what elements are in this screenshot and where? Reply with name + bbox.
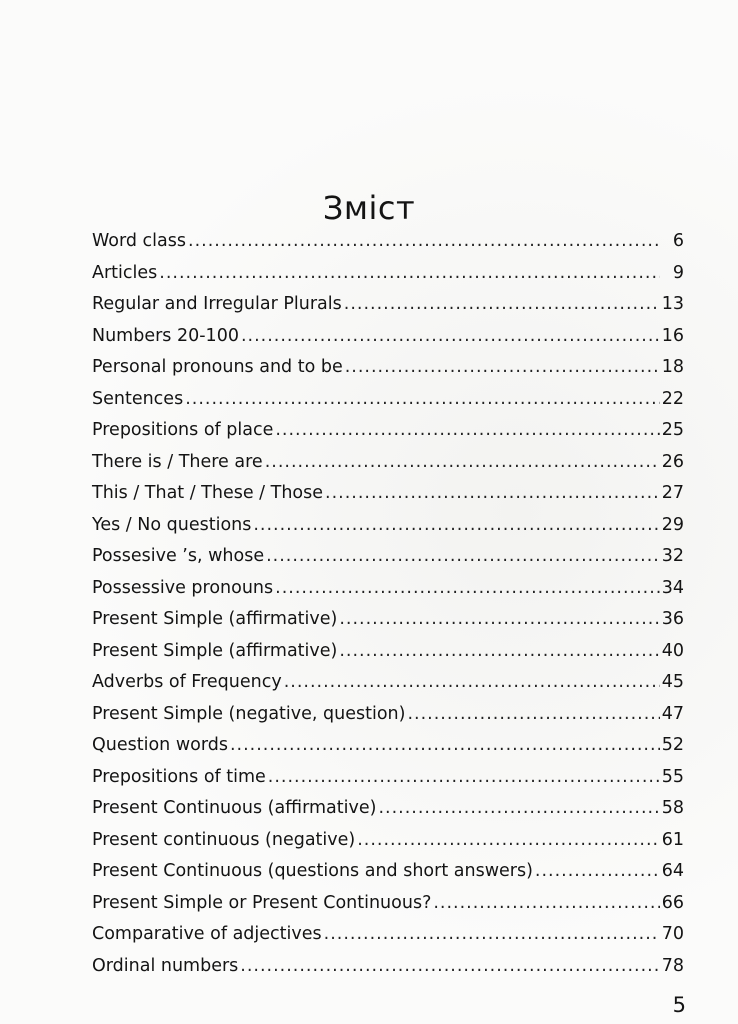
toc-entry-page: 47 <box>661 703 684 724</box>
toc-entry-label: Prepositions of place <box>92 420 274 440</box>
dot-leader <box>188 226 660 258</box>
toc-entry-page: 26 <box>661 451 684 472</box>
dot-leader <box>535 856 660 888</box>
toc-entry-label: Yes / No questions <box>92 514 252 535</box>
toc-entry <box>92 951 684 983</box>
dot-leader <box>339 636 659 668</box>
toc-entry-page: 13 <box>661 294 684 314</box>
toc-entry-page: 27 <box>661 483 684 503</box>
toc-entry <box>92 667 684 699</box>
dot-leader <box>324 919 660 951</box>
toc-entry-label: Word class <box>92 231 186 251</box>
toc-entry-page: 34 <box>661 577 684 598</box>
toc-entry-page: 6 <box>672 231 684 251</box>
toc-entry <box>92 919 684 951</box>
toc-entry <box>92 730 684 762</box>
toc-entry <box>92 415 684 447</box>
toc-entry <box>92 888 684 920</box>
dot-leader <box>241 321 660 353</box>
toc-entry-label: Present Continuous (questions and short answers) <box>92 861 533 881</box>
toc-entry <box>92 604 684 636</box>
dot-leader <box>275 415 659 447</box>
toc-entry-label: Present Continuous (affirmative) <box>92 798 377 818</box>
toc-entry <box>92 699 684 731</box>
toc-entry-label: Present Simple (affirmative) <box>92 609 338 629</box>
toc-entry <box>92 541 684 573</box>
toc-entry <box>92 825 684 857</box>
toc-entry-page: 40 <box>661 640 684 661</box>
toc-entry-page: 64 <box>661 861 684 881</box>
toc-entry-page: 18 <box>661 357 684 377</box>
toc-entry-label: Personal pronouns and to be <box>92 357 343 377</box>
toc-entry-label: Possesive ’s, whose <box>92 546 265 566</box>
toc-entry <box>92 793 684 825</box>
toc-entry <box>92 447 684 479</box>
toc-entry <box>92 573 684 605</box>
toc-entry-label: Ordinal numbers <box>92 955 239 976</box>
dot-leader <box>357 825 660 857</box>
toc-entry <box>92 856 684 888</box>
toc-entry-page: 16 <box>661 325 684 346</box>
toc-entry-label: Possessive pronouns <box>92 577 274 598</box>
dot-leader <box>185 384 660 416</box>
dot-leader <box>407 699 659 731</box>
toc-entry-page: 9 <box>672 262 684 283</box>
dot-leader <box>240 951 659 983</box>
dot-leader <box>159 258 660 290</box>
toc-entry-label: Regular and Irregular Plurals <box>92 294 342 314</box>
dot-leader <box>253 510 659 542</box>
toc-entry-label: Present continuous (negative) <box>92 829 356 850</box>
table-of-contents <box>92 226 684 982</box>
toc-entry-label: Present Simple or Present Continuous? <box>92 892 432 913</box>
toc-entry <box>92 352 684 384</box>
toc-entry-page: 29 <box>661 514 684 535</box>
toc-entry-page: 61 <box>661 829 684 850</box>
dot-leader <box>230 730 660 762</box>
toc-entry-label: Prepositions of time <box>92 766 266 787</box>
toc-entry <box>92 226 684 258</box>
toc-entry-page: 55 <box>661 766 684 787</box>
toc-entry-label: Present Simple (negative, question) <box>92 703 406 724</box>
toc-entry-page: 78 <box>661 955 684 976</box>
dot-leader <box>265 447 660 479</box>
toc-entry-label: Present Simple (affirmative) <box>92 640 338 661</box>
toc-entry <box>92 478 684 510</box>
toc-entry <box>92 636 684 668</box>
dot-leader <box>268 762 660 794</box>
toc-entry-page: 66 <box>661 892 684 913</box>
toc-entry-page: 32 <box>661 546 684 566</box>
toc-entry-label: Sentences <box>92 388 184 409</box>
toc-entry-page: 70 <box>661 924 684 944</box>
toc-entry-label: Comparative of adjectives <box>92 924 322 944</box>
page-title: Зміст <box>322 189 416 228</box>
toc-entry-label: Numbers 20-100 <box>92 325 239 346</box>
toc-entry-label: There is / There are <box>92 451 263 472</box>
toc-entry <box>92 289 684 321</box>
dot-leader <box>339 604 659 636</box>
toc-entry <box>92 510 684 542</box>
dot-leader <box>275 573 660 605</box>
dot-leader <box>345 352 660 384</box>
dot-leader <box>325 478 660 510</box>
dot-leader <box>266 541 660 573</box>
toc-entry <box>92 258 684 290</box>
dot-leader <box>344 289 660 321</box>
toc-entry <box>92 762 684 794</box>
toc-entry-page: 45 <box>661 672 684 692</box>
page-number: 5 <box>672 993 686 1017</box>
toc-entry-page: 36 <box>661 609 684 629</box>
toc-entry <box>92 384 684 416</box>
toc-entry-label: Adverbs of Frequency <box>92 672 282 692</box>
dot-leader <box>433 888 659 920</box>
toc-entry-label: This / That / These / Those <box>92 483 323 503</box>
toc-entry-label: Articles <box>92 262 158 283</box>
dot-leader <box>284 667 660 699</box>
toc-entry-page: 58 <box>661 798 684 818</box>
dot-leader <box>378 793 659 825</box>
toc-entry-page: 52 <box>661 735 684 755</box>
toc-entry-page: 25 <box>661 420 684 440</box>
toc-entry-label: Question words <box>92 735 228 755</box>
toc-entry-page: 22 <box>661 388 684 409</box>
toc-entry <box>92 321 684 353</box>
